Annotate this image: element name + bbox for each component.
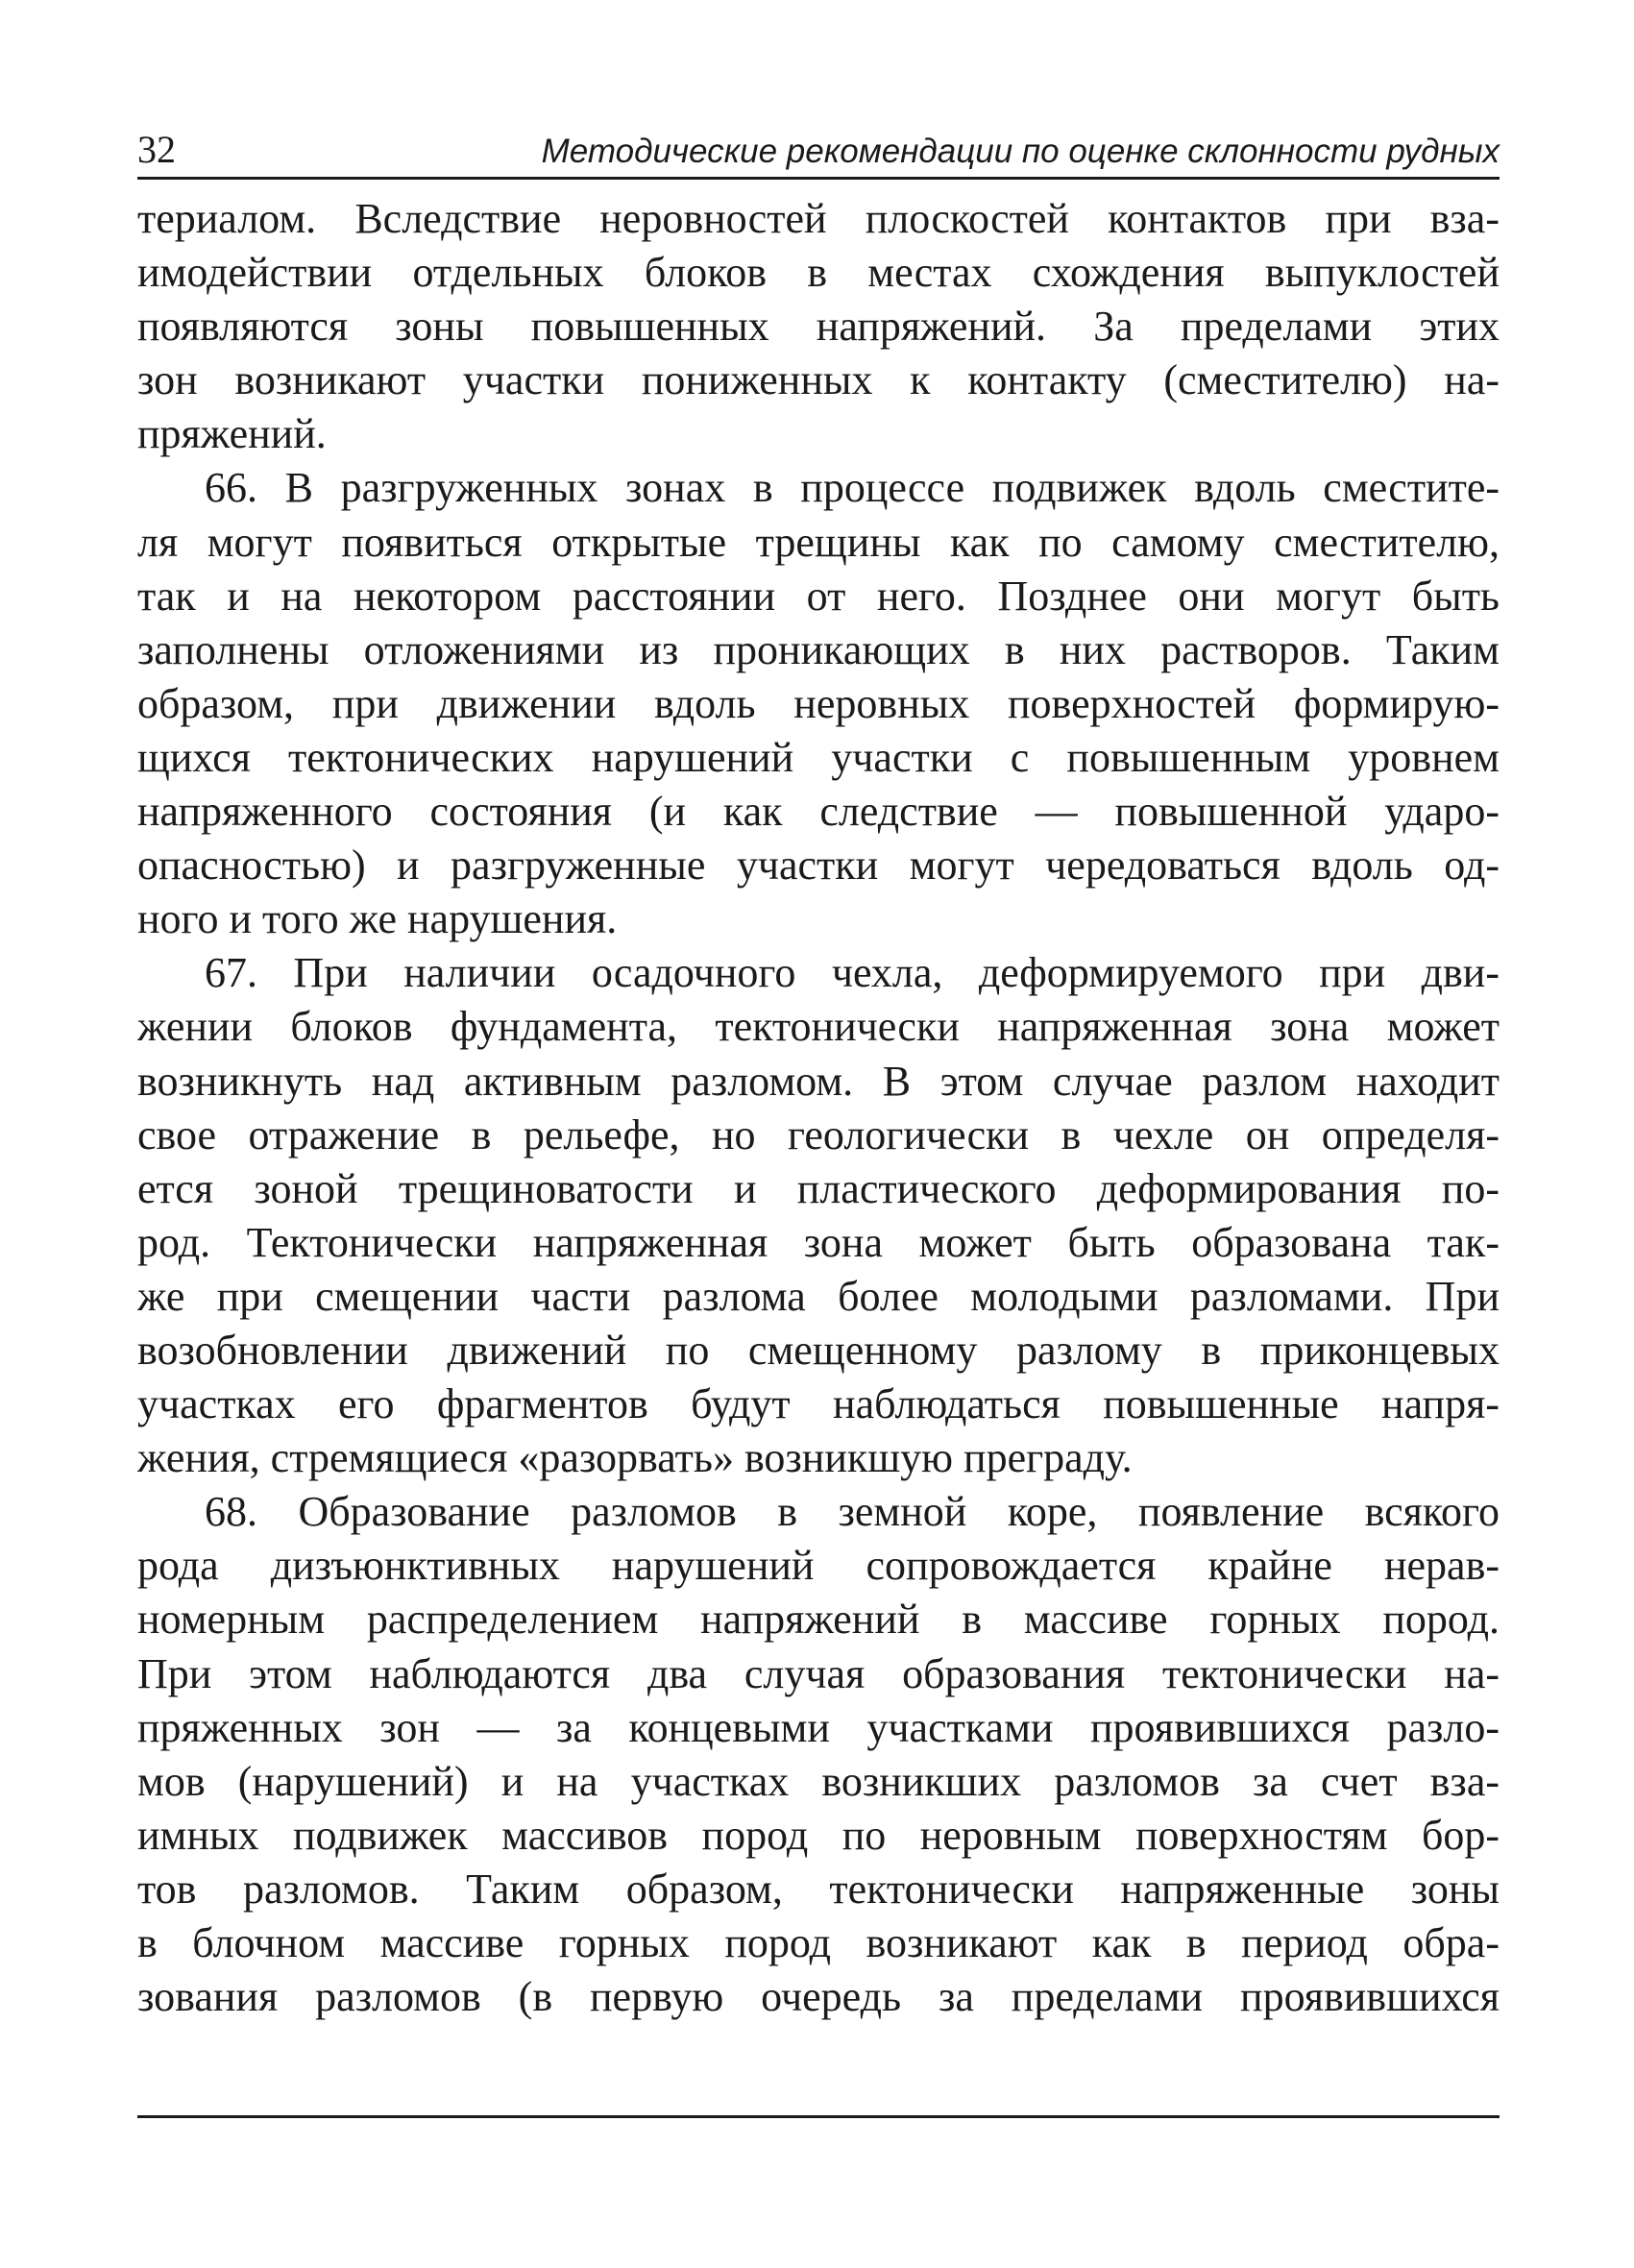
paragraph-66-start: 66. В разгруженных зонах в процессе подвижек вдоль сместите- (205, 464, 1500, 512)
text-line: ля могут появиться открытые трещины как по самому сместителю, (137, 518, 1500, 566)
text-line: тов разломов. Таким образом, тектонически напряженные зоны (137, 1865, 1500, 1913)
text-line: возникнуть над активным разломом. В этом случае разлом находит (137, 1057, 1500, 1105)
body-text (137, 192, 1500, 2024)
text-line: При этом наблюдаются два случая образования тектонически на- (137, 1649, 1500, 1697)
text-line: участках его фрагментов будут наблюдаться повышенные напря- (137, 1380, 1500, 1428)
running-header (137, 123, 1500, 181)
text-line: зования разломов (в первую очередь за пределами проявившихся (137, 1973, 1500, 2021)
text-line: появляются зоны повышенных напряжений. За пределами этих (137, 303, 1500, 351)
text-line: в блочном массиве горных пород возникают как в период обра- (137, 1919, 1500, 1966)
text-line: напряженного состояния (и как следствие — повышенной ударо- (137, 788, 1500, 836)
text-line: жении блоков фундамента, тектонически напряженная зона может (137, 1003, 1500, 1051)
text-line: имодействии отдельных блоков в местах схождения выпуклостей (137, 249, 1500, 297)
text-line: ного и того же нарушения. (137, 895, 618, 943)
text-line: мов (нарушений) и на участках возникших разломов за счет вза- (137, 1757, 1500, 1805)
text-line: же при смещении части разлома более молодыми разломами. При (137, 1272, 1500, 1320)
text-line: опасностью) и разгруженные участки могут чередоваться вдоль од- (137, 841, 1500, 890)
text-line: щихся тектонических нарушений участки с повышенным уровнем (137, 733, 1500, 781)
text-line: зон возникают участки пониженных к контакту (сместителю) на- (137, 356, 1500, 404)
page-number: 32 (137, 128, 176, 171)
text-line: род. Тектонически напряженная зона может быть образована так- (137, 1218, 1500, 1266)
running-title: Методические рекомендации по оценке склонности рудных (541, 133, 1500, 170)
text-line: свое отражение в рельефе, но геологически в чехле он определя- (137, 1110, 1500, 1158)
text-line: образом, при движении вдоль неровных поверхностей формирую- (137, 679, 1500, 727)
header-rule (137, 177, 1500, 180)
text-line: заполнены отложениями из проникающих в них растворов. Таким (137, 625, 1500, 673)
text-line: пряжений. (137, 410, 327, 458)
text-line: ется зоной трещиноватости и пластического деформирования по- (137, 1164, 1500, 1212)
text-line: рода дизъюнктивных нарушений сопровождается крайне нерав- (137, 1542, 1500, 1590)
text-line: пряженных зон — за концевыми участками проявившихся разло- (137, 1703, 1500, 1751)
text-line: номерным распределением напряжений в массиве горных пород. (137, 1596, 1500, 1644)
text-line: возобновлении движений по смещенному разлому в приконцевых (137, 1326, 1500, 1374)
paragraph-67-start: 67. При наличии осадочного чехла, деформируемого при дви- (205, 949, 1500, 997)
text-line: так и на некотором расстоянии от него. Позднее они могут быть (137, 572, 1500, 620)
text-line: имных подвижек массивов пород по неровным поверхностям бор- (137, 1811, 1500, 1859)
footer-rule (137, 2115, 1500, 2118)
paragraph-68-start: 68. Образование разломов в земной коре, появление всякого (205, 1488, 1500, 1536)
text-line: жения, стремящиеся «разорвать» возникшую преграду. (137, 1434, 1133, 1482)
text-line: териалом. Вследствие неровностей плоскостей контактов при вза- (137, 195, 1500, 242)
